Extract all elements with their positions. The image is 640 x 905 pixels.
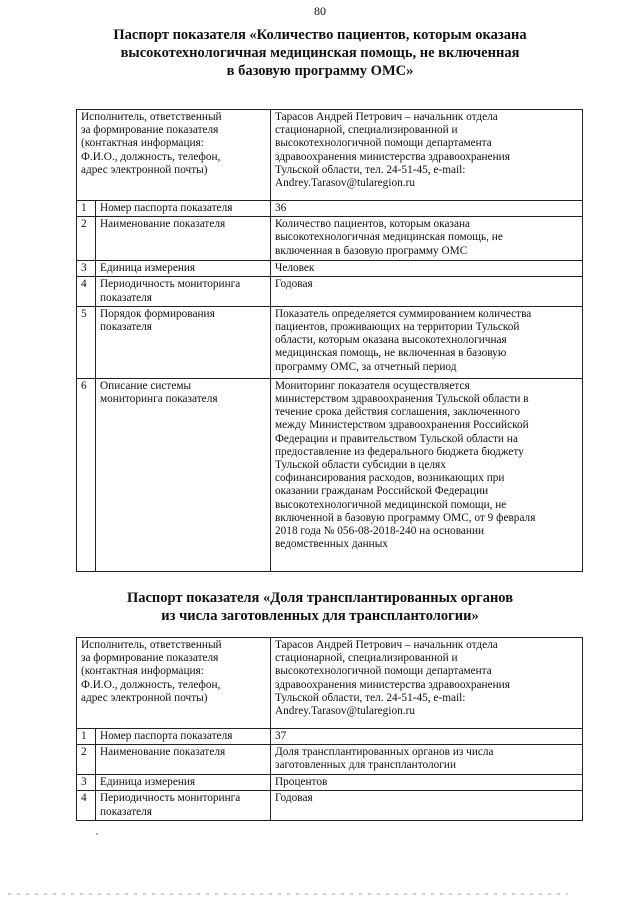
row-value: 37 [271, 729, 583, 745]
row-number: 2 [77, 217, 96, 261]
executive-row [77, 638, 583, 729]
executive-label: Исполнитель, ответственный за формирование показателя (контактная информация: Ф.И.О., должность, телефон, адрес электронной почты) [77, 638, 271, 729]
scan-artifact [8, 893, 568, 895]
row-label: Периодичность мониторинга показателя [96, 277, 271, 306]
page-number: 80 [314, 4, 326, 18]
row-number: 4 [77, 791, 96, 820]
scan-speck [96, 833, 98, 835]
row-value: 36 [271, 201, 583, 217]
table-row [77, 745, 583, 775]
table-row [77, 306, 583, 378]
passport-table-2 [76, 637, 583, 821]
table-row [77, 217, 583, 261]
row-number: 4 [77, 277, 96, 306]
row-value: Человек [271, 261, 583, 277]
row-value: Доля трансплантированных органов из числа заготовленных для трансплантологии [271, 745, 583, 775]
table-row [77, 775, 583, 791]
row-label: Периодичность мониторинга показателя [96, 791, 271, 820]
row-number: 5 [77, 306, 96, 378]
row-label: Номер паспорта показателя [96, 729, 271, 745]
row-value: Годовая [271, 791, 583, 820]
table-row [77, 791, 583, 820]
title-line: Паспорт показателя «Доля трансплантированных органов [126, 590, 514, 606]
title-line: Паспорт показателя «Количество пациентов, которым оказана [113, 27, 527, 43]
passport-title-2 [60, 589, 580, 625]
table-row [77, 729, 583, 745]
table-row [77, 378, 583, 571]
table-row [77, 201, 583, 217]
row-label: Номер паспорта показателя [96, 201, 271, 217]
row-number: 3 [77, 261, 96, 277]
table-row [77, 277, 583, 306]
row-label: Единица измерения [96, 261, 271, 277]
row-label: Наименование показателя [96, 217, 271, 261]
executive-label: Исполнитель, ответственный за формирование показателя (контактная информация: Ф.И.О., должность, телефон, адрес электронной почты) [77, 110, 271, 201]
row-value: Процентов [271, 775, 583, 791]
row-label: Наименование показателя [96, 745, 271, 775]
row-number: 3 [77, 775, 96, 791]
title-line: в базовую программу ОМС» [226, 63, 414, 79]
row-label: Единица измерения [96, 775, 271, 791]
row-number: 2 [77, 745, 96, 775]
table-row [77, 261, 583, 277]
passport-table-1 [76, 109, 583, 572]
row-number: 1 [77, 729, 96, 745]
executive-row [77, 110, 583, 201]
passport-title-1 [60, 26, 580, 80]
row-value: Количество пациентов, которым оказана высокотехнологичная медицинская помощь, не включенная в базовую программу ОМС [271, 217, 583, 261]
row-value: Мониторинг показателя осуществляется министерством здравоохранения Тульской области в течение срока действия соглашения, заключенного между Министерством здравоохранения Российской Федерации и правительством Тульской области на предоставление из федерального бюджета бюджету Тульской области субсидии в целях софинансирования расходов, возникающих при оказании гражданам Российской Федерации высокотехнологичной медицинской помощи, не включенной в базовую программу ОМС, от 9 февраля 2018 года № 056-08-2018-240 на основании ведомственных данных [271, 378, 583, 571]
executive-value: Тарасов Андрей Петрович – начальник отдела стационарной, специализированной и высокотехнологичной помощи департамента здравоохранения министерства здравоохранения Тульской области, тел. 24-51-45, e-mail: Andrey.Tarasov@tularegion.ru [271, 110, 583, 201]
row-number: 6 [77, 378, 96, 571]
executive-value: Тарасов Андрей Петрович – начальник отдела стационарной, специализированной и высокотехнологичной помощи департамента здравоохранения министерства здравоохранения Тульской области, тел. 24-51-45, e-mail: Andrey.Tarasov@tularegion.ru [271, 638, 583, 729]
title-line: из числа заготовленных для трансплантологии» [161, 608, 479, 624]
row-value: Годовая [271, 277, 583, 306]
row-number: 1 [77, 201, 96, 217]
row-label: Порядок формирования показателя [96, 306, 271, 378]
title-line: высокотехнологичная медицинская помощь, не включенная [120, 45, 520, 61]
row-label: Описание системы мониторинга показателя [96, 378, 271, 571]
row-value: Показатель определяется суммированием количества пациентов, проживающих на территории Тульской области, которым оказана высокотехнологичная медицинская помощь, не включенная в базовую программу ОМС, за отчетный период [271, 306, 583, 378]
